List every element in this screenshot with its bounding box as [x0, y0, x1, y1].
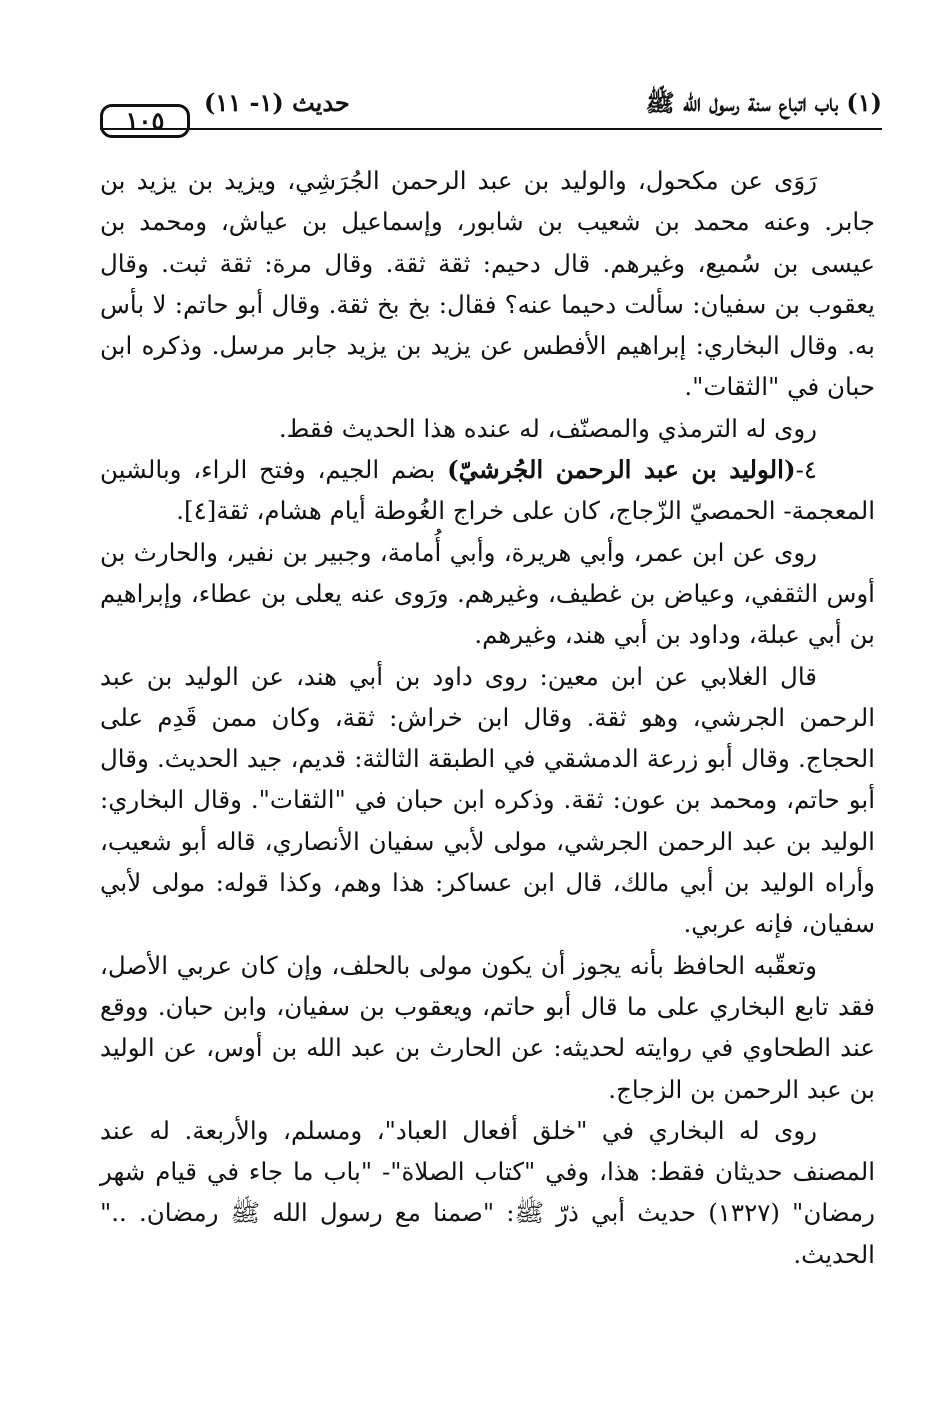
entry-number: ٤-	[795, 455, 818, 485]
paragraph-1: رَوَى عن مكحول، والوليد بن عبد الرحمن الجُرَشِي، ويزيد بن يزيد بن جابر. وعنه محمد بن شعيب بن شابور، وإسماعيل بن عياش، ومحمد بن عيسى بن سُميع، وغيرهم. قال دحيم: ثقة ثقة. وقال مرة: ثقة ثبت. وقال يعقوب بن سفيان: سألت دحيما عنه؟ فقال: بخ بخ ثقة. وقال أبو حاتم: لا بأس به. وقال البخاري: إبراهيم الأفطس عن يزيد بن يزيد جابر مرسل. وذكره ابن حبان في "الثقات".	[100, 166, 875, 402]
page-header	[100, 78, 882, 140]
narrator-description: بضم الجيم، وفتح الراء، وبالشين المعجمة- الحمصيّ الزّجاج، كان على خراج الغُوطة أيام هشام، ثقة[٤].	[100, 455, 875, 526]
chapter-title: (١) باب اتباع سنة رسول الله ﷺ	[645, 88, 882, 117]
paragraph-7: روى له البخاري في "خلق أفعال العباد"، ومسلم، والأربعة. له عند المصنف حديثان فقط: هذا، وفي "كتاب الصلاة"- "باب ما جاء في قيام شهر رمضان" (١٣٢٧) حديث أبي ذرّ ﷺ: "صمنا مع رسول الله ﷺ رمضان. .." الحديث.	[100, 1115, 875, 1269]
header-divider	[100, 128, 882, 130]
page-body	[100, 160, 875, 1275]
narrator-entry-4	[100, 449, 875, 532]
paragraph-5: قال الغلابي عن ابن معين: روى داود بن أبي هند، عن الوليد بن عبد الرحمن الجرشي، وهو ثقة. وقال ابن خراش: ثقة، وكان ممن قَدِم على الحجاج. وقال أبو زرعة الدمشقي في الطبقة الثالثة: قديم، جيد الحديث. وقال أبو حاتم، ومحمد بن عون: ثقة. وذكره ابن حبان في "الثقات". وقال البخاري: الوليد بن عبد الرحمن الجرشي، مولى لأبي سفيان الأنصاري، قاله أبو شعيب، وأراه الوليد بن أبي مالك، قال ابن عساكر: هذا وهم، وكذا قوله: مولى لأبي سفيان، فإنه عربي.	[100, 661, 875, 939]
page-number-badge: ١٠٥	[100, 104, 190, 138]
paragraph-2: روى له الترمذي والمصنّف، له عنده هذا الحديث فقط.	[278, 413, 817, 443]
paragraph-6: وتعقّبه الحافظ بأنه يجوز أن يكون مولى بالحلف، وإن كان عربي الأصل، فقد تابع البخاري على ما قال أبو حاتم، ويعقوب بن سفيان، وابن حبان. ووقع عند الطحاوي في روايته لحديثه: عن الحارث بن عبد الله بن أوس، عن الوليد بن عبد الرحمن بن الزجاج.	[100, 950, 875, 1104]
narrator-name: (الوليد بن عبد الرحمن الجُرشيّ)	[447, 455, 796, 485]
paragraph-4: روى عن ابن عمر، وأبي هريرة، وأبي أُمامة، وجبير بن نفير، والحارث بن أوس الثقفي، وعياض بن غطيف، وغيرهم. ورَوى عنه يعلى بن عطاء، وإبراهيم بن أبي عبلة، وداود بن أبي هند، وغيرهم.	[100, 537, 875, 650]
hadith-range: حديث (١- ١١)	[204, 88, 350, 117]
